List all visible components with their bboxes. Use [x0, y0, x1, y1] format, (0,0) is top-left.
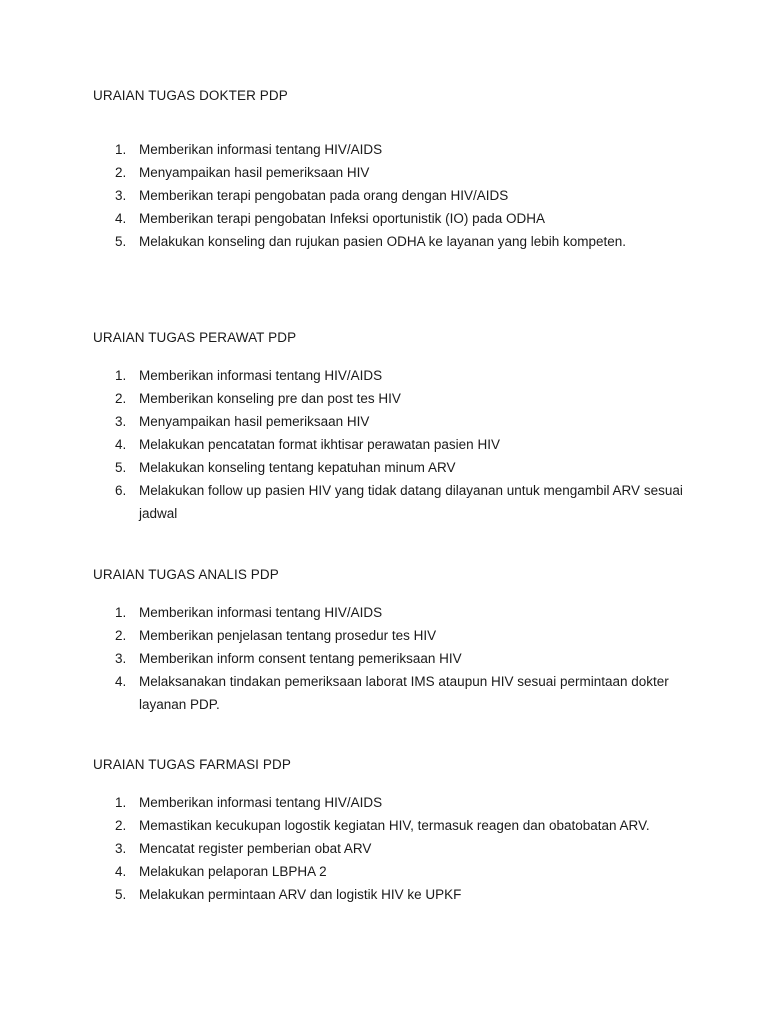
- item-number: 5.: [115, 460, 127, 475]
- item-text: Memberikan informasi tentang HIV/AIDS: [139, 605, 383, 620]
- item-number: 4.: [115, 437, 127, 452]
- task-list: [93, 364, 713, 525]
- section-dokter: [93, 88, 713, 253]
- item-text: Melakukan pelaporan LBPHA 2: [139, 864, 327, 879]
- item-number: 5.: [115, 887, 127, 902]
- item-number: 5.: [115, 234, 127, 249]
- item-number: 1.: [115, 142, 127, 157]
- list-item: [93, 207, 713, 230]
- item-text: Melakukan permintaan ARV dan logistik HIV ke UPKF: [139, 887, 462, 902]
- list-item: [93, 601, 713, 624]
- list-item: [93, 624, 713, 647]
- list-item: [93, 230, 713, 253]
- item-number: 6.: [115, 483, 127, 498]
- list-item: [93, 647, 713, 670]
- task-list: [93, 138, 713, 253]
- item-number: 2.: [115, 628, 127, 643]
- item-text: Melakukan konseling dan rujukan pasien ODHA ke layanan yang lebih kompeten.: [139, 234, 627, 249]
- list-item: [93, 791, 713, 814]
- item-number: 4.: [115, 674, 127, 689]
- item-number: 2.: [115, 165, 127, 180]
- item-text: Memberikan penjelasan tentang prosedur tes HIV: [139, 628, 437, 643]
- item-text: Melakukan konseling tentang kepatuhan minum ARV: [139, 460, 456, 475]
- item-text: Memastikan kecukupan logostik kegiatan HIV, termasuk reagen dan obatobatan ARV.: [139, 818, 650, 833]
- list-item: [93, 161, 713, 184]
- list-item: [93, 410, 713, 433]
- section-farmasi: [93, 757, 713, 906]
- item-text: Mencatat register pemberian obat ARV: [139, 841, 372, 856]
- section-perawat: [93, 330, 713, 525]
- item-number: 3.: [115, 841, 127, 856]
- item-number: 1.: [115, 368, 127, 383]
- list-item: [93, 387, 713, 410]
- list-item: [93, 364, 713, 387]
- list-item: [93, 860, 713, 883]
- item-text: Melaksanakan tindakan pemeriksaan laborat IMS ataupun HIV sesuai permintaan dokter layanan PDP.: [139, 674, 669, 712]
- item-number: 4.: [115, 211, 127, 226]
- item-text: Memberikan inform consent tentang pemeriksaan HIV: [139, 651, 462, 666]
- item-number: 1.: [115, 605, 127, 620]
- list-item: [93, 433, 713, 456]
- item-number: 1.: [115, 795, 127, 810]
- item-text: Menyampaikan hasil pemeriksaan HIV: [139, 165, 370, 180]
- section-heading: URAIAN TUGAS DOKTER PDP: [93, 88, 288, 103]
- section-analis: [93, 567, 713, 716]
- list-item: [93, 670, 713, 716]
- item-text: Memberikan informasi tentang HIV/AIDS: [139, 142, 383, 157]
- section-heading: URAIAN TUGAS PERAWAT PDP: [93, 330, 297, 345]
- task-list: [93, 601, 713, 716]
- section-heading: URAIAN TUGAS FARMASI PDP: [93, 757, 291, 772]
- list-item: [93, 456, 713, 479]
- list-item: [93, 837, 713, 860]
- item-text: Memberikan konseling pre dan post tes HIV: [139, 391, 401, 406]
- item-text: Melakukan follow up pasien HIV yang tidak datang dilayanan untuk mengambil ARV sesuai jadwal: [139, 483, 683, 521]
- list-item: [93, 883, 713, 906]
- item-text: Memberikan informasi tentang HIV/AIDS: [139, 795, 383, 810]
- section-heading: URAIAN TUGAS ANALIS PDP: [93, 567, 279, 582]
- task-list: [93, 791, 713, 906]
- item-number: 2.: [115, 818, 127, 833]
- item-text: Memberikan terapi pengobatan Infeksi oportunistik (IO) pada ODHA: [139, 211, 545, 226]
- item-number: 4.: [115, 864, 127, 879]
- item-number: 2.: [115, 391, 127, 406]
- item-text: Melakukan pencatatan format ikhtisar perawatan pasien HIV: [139, 437, 500, 452]
- item-number: 3.: [115, 651, 127, 666]
- list-item: [93, 184, 713, 207]
- list-item: [93, 138, 713, 161]
- item-text: Memberikan informasi tentang HIV/AIDS: [139, 368, 383, 383]
- list-item: [93, 479, 713, 525]
- item-number: 3.: [115, 188, 127, 203]
- item-text: Menyampaikan hasil pemeriksaan HIV: [139, 414, 370, 429]
- item-text: Memberikan terapi pengobatan pada orang dengan HIV/AIDS: [139, 188, 509, 203]
- item-number: 3.: [115, 414, 127, 429]
- list-item: [93, 814, 713, 837]
